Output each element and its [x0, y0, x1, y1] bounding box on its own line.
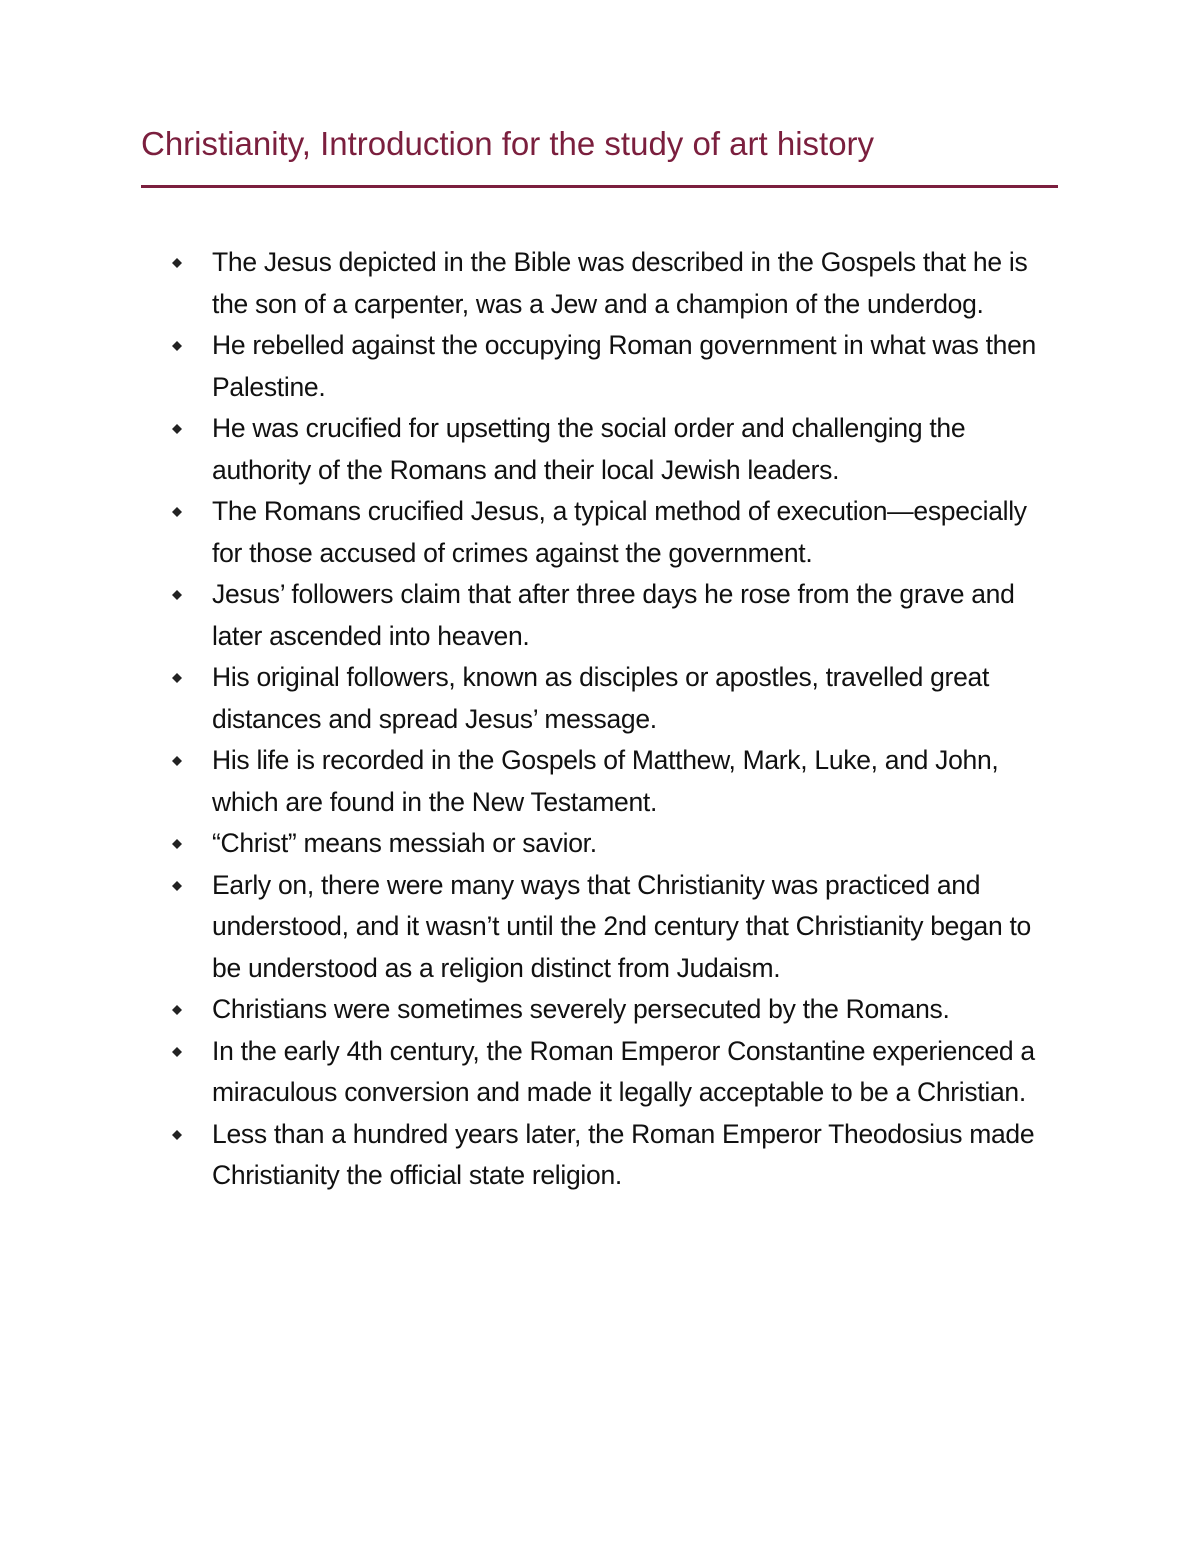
bullet-text: In the early 4th century, the Roman Emperor Constantine experienced a miraculous conversion and made it legally acceptable to be a Christian.: [212, 1035, 1035, 1107]
bullet-item: [0, 574, 1062, 657]
bullet-diamond-icon: [172, 673, 182, 683]
bullet-list: [0, 242, 1200, 1197]
bullet-diamond-icon: [172, 341, 182, 351]
document-title: Christianity, Introduction for the study of art history: [141, 125, 875, 162]
bullet-text: He rebelled against the occupying Roman government in what was then Palestine.: [212, 330, 1036, 402]
bullet-diamond-icon: [172, 258, 182, 268]
bullet-diamond-icon: [172, 507, 182, 517]
bullet-item: [0, 823, 1062, 865]
bullet-text: “Christ” means messiah or savior.: [212, 828, 597, 858]
bullet-text: Early on, there were many ways that Christianity was practiced and understood, and it wasn’t until the 2nd century that Christianity began to be understood as a religion distinct from Judaism.: [212, 869, 1031, 983]
bullet-item: [0, 491, 1062, 574]
bullet-item: [0, 242, 1062, 325]
bullet-text: Less than a hundred years later, the Roman Emperor Theodosius made Christianity the official state religion.: [212, 1118, 1035, 1190]
bullet-text: Christians were sometimes severely persecuted by the Romans.: [212, 994, 950, 1024]
bullet-text: His original followers, known as disciples or apostles, travelled great distances and spread Jesus’ message.: [212, 662, 990, 734]
bullet-diamond-icon: [172, 1005, 182, 1015]
bullet-diamond-icon: [172, 1047, 182, 1057]
bullet-item: [0, 1031, 1062, 1114]
bullet-item: [0, 865, 1062, 990]
bullet-text: Jesus’ followers claim that after three days he rose from the grave and later ascended into heaven.: [212, 579, 1015, 651]
bullet-item: [0, 325, 1062, 408]
bullet-item: [0, 740, 1062, 823]
bullet-item: [0, 1114, 1062, 1197]
bullet-item: [0, 989, 1062, 1031]
bullet-text: He was crucified for upsetting the social order and challenging the authority of the Romans and their local Jewish leaders.: [212, 413, 966, 485]
bullet-text: The Jesus depicted in the Bible was described in the Gospels that he is the son of a carpenter, was a Jew and a champion of the underdog.: [212, 247, 1028, 319]
bullet-text: The Romans crucified Jesus, a typical method of execution—especially for those accused of crimes against the government.: [212, 496, 1027, 568]
title-underline-rule: [141, 185, 1058, 188]
bullet-diamond-icon: [172, 1130, 182, 1140]
bullet-diamond-icon: [172, 839, 182, 849]
bullet-diamond-icon: [172, 756, 182, 766]
bullet-diamond-icon: [172, 881, 182, 891]
bullet-diamond-icon: [172, 424, 182, 434]
bullet-text: His life is recorded in the Gospels of Matthew, Mark, Luke, and John, which are found in the New Testament.: [212, 745, 999, 817]
bullet-item: [0, 408, 1062, 491]
bullet-item: [0, 657, 1062, 740]
bullet-diamond-icon: [172, 590, 182, 600]
